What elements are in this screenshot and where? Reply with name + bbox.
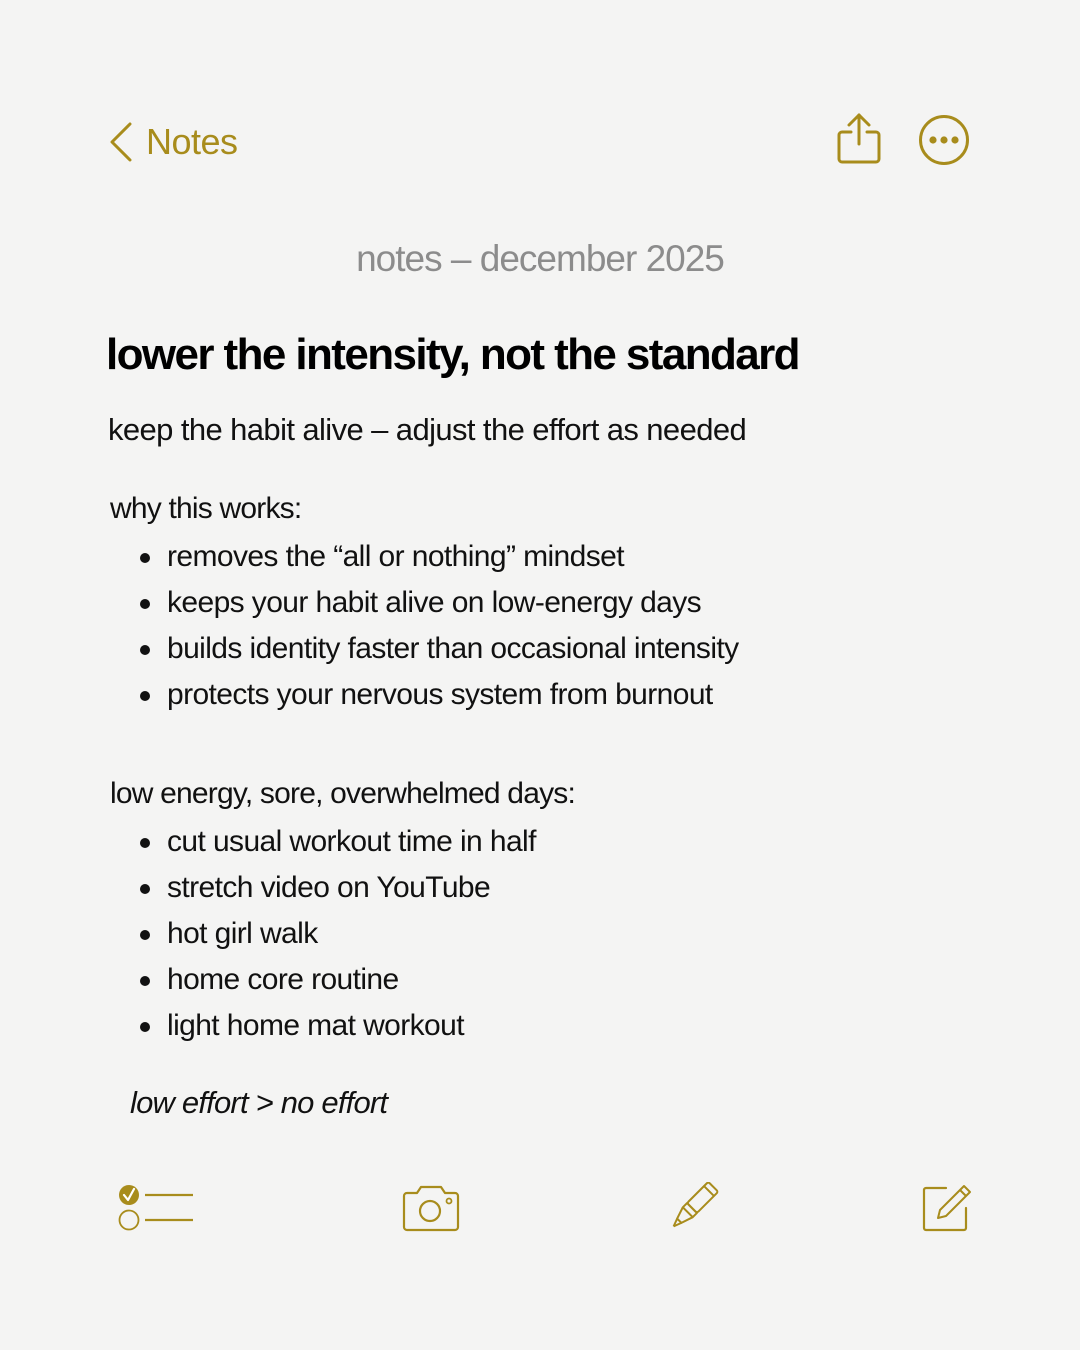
bullet-icon: [140, 553, 150, 563]
checklist-icon[interactable]: [116, 1184, 196, 1234]
list-item-text: builds identity faster than occasional intensity: [167, 632, 739, 665]
bullet-icon: [140, 976, 150, 986]
section-heading-why[interactable]: why this works:: [110, 492, 302, 525]
section-heading-low-energy[interactable]: low energy, sore, overwhelmed days:: [110, 777, 576, 810]
bullet-icon: [140, 599, 150, 609]
list-item-text: hot girl walk: [167, 917, 318, 950]
markup-pen-icon[interactable]: [664, 1182, 720, 1234]
list-item[interactable]: [138, 672, 739, 718]
note-subtitle[interactable]: keep the habit alive – adjust the effort as needed: [108, 412, 747, 447]
low-energy-list: [138, 819, 536, 1049]
list-item[interactable]: [138, 957, 536, 1003]
bullet-icon: [140, 930, 150, 940]
list-item-text: removes the “all or nothing” mindset: [167, 540, 624, 573]
navigation-bar: [0, 0, 1080, 200]
list-item[interactable]: [138, 911, 536, 957]
share-icon[interactable]: [836, 110, 882, 166]
list-item-text: light home mat workout: [167, 1009, 464, 1042]
bullet-icon: [140, 884, 150, 894]
back-label: Notes: [146, 121, 238, 162]
bullet-icon: [140, 838, 150, 848]
list-item-text: protects your nervous system from burnout: [167, 678, 713, 711]
note-date: notes – december 2025: [356, 238, 724, 279]
ellipsis-circle-icon[interactable]: [918, 114, 970, 166]
list-item[interactable]: [138, 865, 536, 911]
bullet-icon: [140, 645, 150, 655]
camera-icon[interactable]: [400, 1184, 462, 1234]
compose-icon[interactable]: [920, 1182, 974, 1234]
list-item[interactable]: [138, 626, 739, 672]
back-to-notes-button[interactable]: [108, 120, 238, 164]
closing-line[interactable]: low effort > no effort: [130, 1085, 388, 1120]
chevron-left-icon: [108, 120, 134, 164]
why-list: [138, 534, 739, 718]
list-item-text: home core routine: [167, 963, 399, 996]
bullet-icon: [140, 1022, 150, 1032]
list-item[interactable]: [138, 534, 739, 580]
list-item-text: stretch video on YouTube: [167, 871, 491, 904]
list-item[interactable]: [138, 819, 536, 865]
list-item-text: cut usual workout time in half: [167, 825, 536, 858]
list-item[interactable]: [138, 1003, 536, 1049]
list-item-text: keeps your habit alive on low-energy days: [167, 586, 702, 619]
bullet-icon: [140, 691, 150, 701]
note-title[interactable]: lower the intensity, not the standard: [106, 330, 799, 379]
list-item[interactable]: [138, 580, 739, 626]
